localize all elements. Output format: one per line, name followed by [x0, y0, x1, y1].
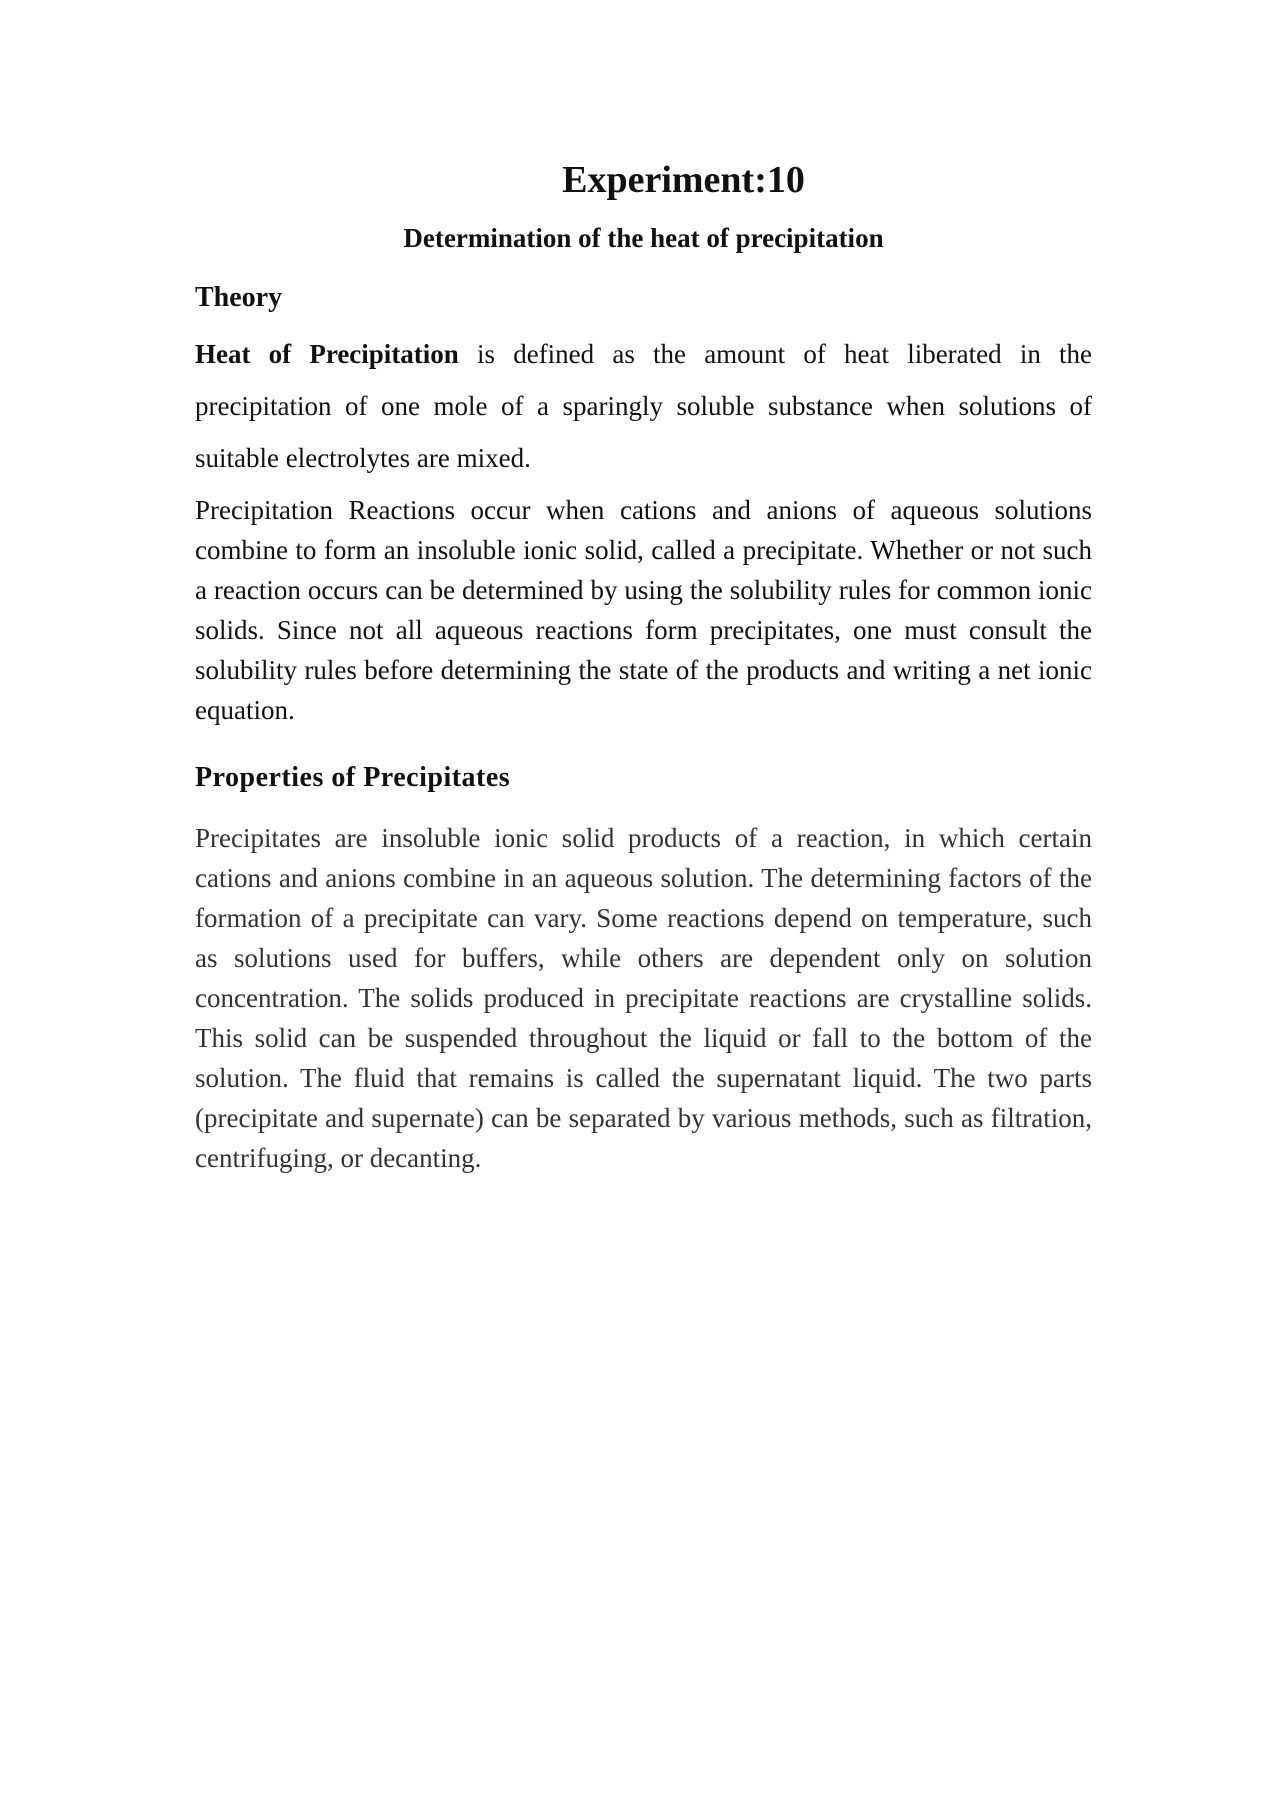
document-page: [195, 150, 1092, 1178]
definition-text: is defined as the amount of heat liberated in the precipitation of one mole of a sparingly soluble substance when solutions of suitable electrolytes are mixed.: [195, 339, 1093, 473]
theory-heading: Theory: [195, 282, 283, 313]
page-title: Experiment:10: [562, 159, 805, 201]
definition-paragraph: [195, 328, 1092, 484]
page-subtitle: Determination of the heat of precipitation: [403, 223, 884, 253]
properties-paragraph: Precipitates are insoluble ionic solid products of a reaction, in which certain cations and anions combine in an aqueous solution. The determining factors of the formation of a precipitate can vary. Some reactions depend on temperature, such as solutions used for buffers, while others are dependent only on solution concentration. The solids produced in precipitate reactions are crystalline solids. This solid can be suspended throughout the liquid or fall to the bottom of the solution. The fluid that remains is called the supernatant liquid. The two parts (precipitate and supernate) can be separated by various methods, such as filtration, centrifuging, or decanting.: [195, 823, 1092, 1173]
precipitation-reactions-paragraph: Precipitation Reactions occur when cations and anions of aqueous solutions combine to form an insoluble ionic solid, called a precipitate. Whether or not such a reaction occurs can be determined by using the solubility rules for common ionic solids. Since not all aqueous reactions form precipitates, one must consult the solubility rules before determining the state of the products and writing a net ionic equation.: [195, 495, 1092, 725]
properties-heading: Properties of Precipitates: [195, 762, 511, 793]
definition-term: Heat of Precipitation: [195, 339, 459, 369]
